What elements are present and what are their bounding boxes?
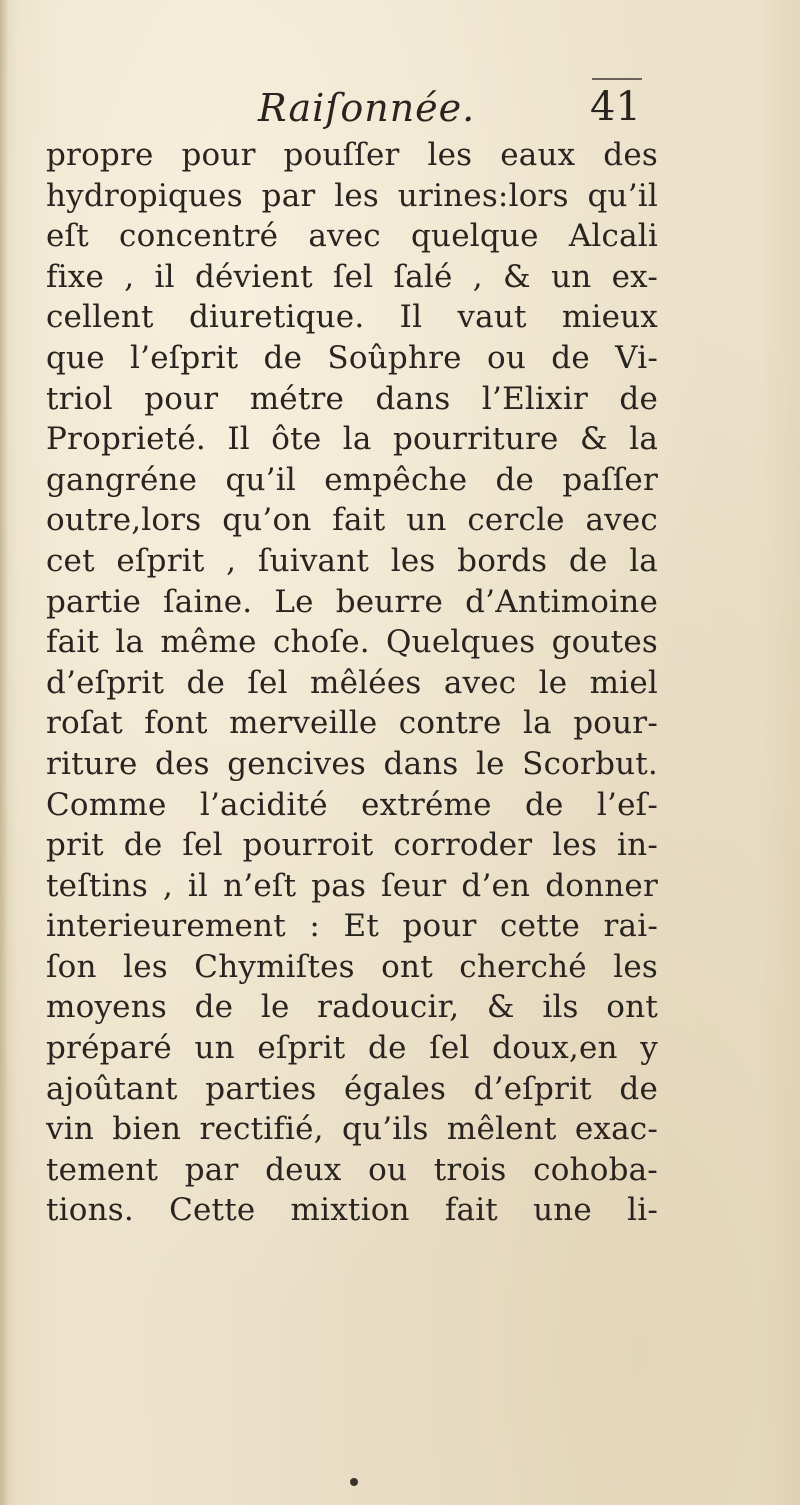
text-line: gangréne qu’il empêche de paſſer (46, 461, 658, 498)
text-line: moyens de le radoucir, & ils ont (46, 989, 658, 1026)
text-line: riture des gencives dans le Scorbut. (46, 745, 658, 782)
running-title: Raiſonnée. (258, 86, 476, 130)
text-line: d’eſprit de ſel mêlées avec le miel (46, 664, 658, 701)
page-number: 41 (590, 84, 641, 130)
text-line: outre,lors qu’on fait un cercle avec (46, 502, 658, 539)
text-line: vin bien rectifié, qu’ils mêlent exac- (46, 1111, 658, 1148)
text-line: que l’eſprit de Soûphre ou de Vi- (46, 339, 658, 376)
text-line: partie ſaine. Le beurre d’Antimoine (46, 583, 658, 620)
text-line: cet eſprit , ſuivant les bords de la (46, 542, 658, 579)
text-line: Comme l’acidité extréme de l’eſ- (46, 786, 658, 823)
text-line: tement par deux ou trois cohoba- (46, 1151, 658, 1188)
text-line: prit de ſel pourroit corroder les in- (46, 827, 658, 864)
text-line: ſon les Chymiſtes ont cherché les (46, 948, 658, 985)
page-spine-shadow (0, 0, 8, 1505)
text-line: fixe , il dévient ſel ſalé , & un ex- (46, 258, 658, 295)
text-line: Proprieté. Il ôte la pourriture & la (46, 421, 658, 458)
text-line: propre pour pouſſer les eaux des (46, 137, 658, 173)
page-header (0, 78, 800, 138)
text-line: hydropiques par les urines:lors qu’il (46, 177, 658, 214)
text-line: ajoûtant parties égales d’eſprit de (46, 1070, 658, 1107)
body-text (46, 135, 658, 1231)
text-line: triol pour métre dans l’Elixir de (46, 380, 658, 417)
text-line: préparé un eſprit de ſel doux,en y (46, 1030, 658, 1067)
text-line: fait la même choſe. Quelques goutes (46, 624, 658, 661)
text-line: cellent diuretique. Il vaut mieux (46, 299, 658, 336)
text-line: eſt concentré avec quelque Alcali (46, 218, 658, 255)
text-line: interieurement : Et pour cette rai- (46, 908, 658, 945)
text-line: roſat font merveille contre la pour- (46, 705, 658, 742)
text-line: tions. Cette mixtion fait une li- (46, 1192, 658, 1229)
header-rule (592, 78, 642, 80)
signature-dot (350, 1478, 358, 1486)
text-line: teſtins , il n’eſt pas ſeur d’en donner (46, 867, 658, 904)
